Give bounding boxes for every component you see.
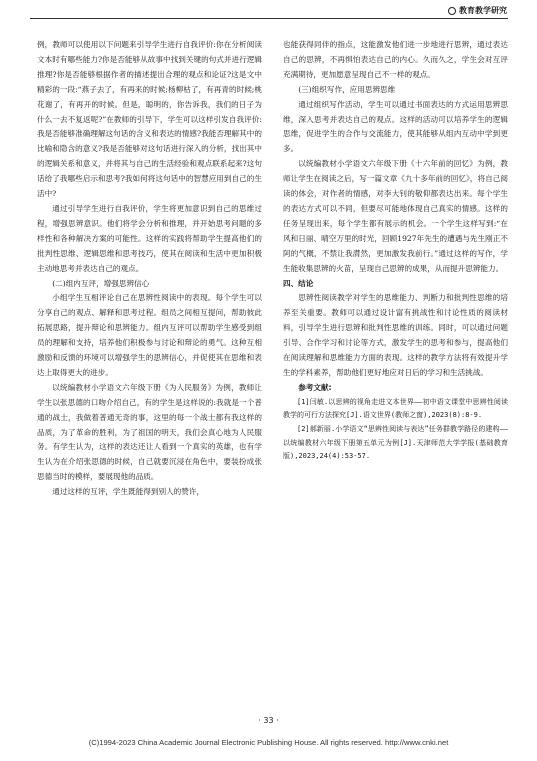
section-heading: (二)组内互评，增强思辨信心 (52, 278, 150, 288)
journal-tag (448, 5, 507, 16)
journal-section-title: 教育教学研究 (459, 6, 507, 15)
references-title: 参考文献: (298, 382, 332, 392)
reference-item: [1]闫敏.以思辨的视角走进文本世界——初中语文课堂中思辨性阅读教学的可行方法探究[J].语文世界(教师之窗),2023(8):8-9. (283, 397, 508, 420)
paragraph: 也能获得同伴的指点，这能激发他们进一步地进行思辨，通过表达自己的思辨，不再惧怕表达自己的内心。久而久之，学生会对互评充满期待，更加愿意呈现自己不一样的观点。 (283, 40, 508, 79)
paragraph: 以统编教材小学语文六年级下册《十六年前的回忆》为例，教师让学生在阅读之后，写一篇文章《九十多年前的回忆》，将自己阅读的体会，对作者的情感，对李大钊的敬仰都表达出来。每个学生的表达方式可以不同，但要尽可能地体现自己真实的情感。这样的任务呈现出来，每个学生都有展示的机会。一个学生这样写到:“在风和日丽、晴空万里的时光，回顾1927年先生的遭遇与先生刚正不阿的气概，不禁让我潸然，更加激发我前行。”通过这样的写作，学生能收集思辨的火苗，呈现自己思辨的成果，从而提升思辨能力。 (283, 159, 508, 273)
left-column (37, 38, 262, 500)
right-column (283, 38, 508, 464)
conclusion-heading: 四、结论 (283, 278, 314, 288)
circle-icon (448, 7, 456, 15)
paragraph: 小组学生互相评论自己在思辨性阅读中的表现。每个学生可以分享自己的观点、解释和思考过程。组员之间相互提问，帮助彼此拓展思路，提升辩论和思辨能力。组内互评可以帮助学生感受到组员的理解和支持，培养他们积极参与讨论和辩论的勇气。这种互相激励和反馈的环境可以增强学生的思辨信心，并促使其在思维和表达上取得更大的进步。 (37, 293, 262, 377)
paragraph: 通过这样的互评，学生既能得到别人的赞许， (52, 487, 205, 497)
header-rule (30, 18, 508, 19)
paragraph: 以统编教材小学语文六年级下册《为人民服务》为例，教师让学生以张思德的口吻介绍自己，有的学生是这样说的:我就是一个普通的战士，我做着普通无奇的事，这里的每一个战士都有我这样的品质，为了革命的胜利，为了祖国的明天，我们会真心地为人民服务。有学生认为，这样的表达还让人看到一个真实的英雄，也有学生认为在介绍张思德的时候，自己就要沉浸在角色中，要装扮成张思德当时的模样，要展现他的品质。 (37, 382, 262, 482)
paragraph: 思辨性阅读教学对学生的思维能力、判断力和批判性思维的培养至关重要。教师可以通过设计富有挑战性和讨论性质的阅读材料，引导学生进行思辨和批判性思维的训练。同时，可以通过问题引导、合作学习和讨论等方式，激发学生的思考和参与，提高他们在阅读理解和思维能力方面的表现。这样的教学方法将有效提升学生的学科素养，帮助他们更好地应对日后的学习和生活挑战。 (283, 293, 508, 377)
reference-item: [2]郝新丽.小学语文“思辨性阅读与表达”任务群教学路径的建构——以统编教材六年级下册第五单元为例[J].天津师范大学学报(基础教育版),2023,24(4):53-57. (283, 424, 508, 461)
section-heading: (三)组织写作，应用思辨思维 (298, 84, 396, 94)
page-number: · 33 · (258, 716, 279, 725)
paragraph: 例，教师可以使用以下问题来引导学生进行自我评价:你在分析阅读文本时有哪些能力?你是否能够从故事中找到关键的句式并进行逻辑推理?你是否能够根据作者的描述提出合理的观点和论证?这是文中精彩的一段:“燕子去了，有再来的时候;杨柳枯了，有再青的时候;桃花谢了，有再开的时候。但是，聪明的，你告诉我，我们的日子为什么一去不复返呢?”在教师的引导下，学生可以这样引发自我评价:我是否能够准确理解这句话的含义和表达的情感?我能否理解其中的比喻和隐含的意义?我是否能够对这句话进行深入的分析，找出其中的逻辑关系和意义，并将其与自己的生活经验和观点联系起来?这句话给了我哪些启示和思考?我如何将这句话中的智慧应用到自己的生活中? (37, 40, 262, 199)
paragraph: 通过引导学生进行自我评价，学生将更加意识到自己的思维过程，增强思辨意识。他们将学会分析和推理，并开始思考问题的多样性和各种解决方案的可能性。这样的实践将帮助学生提高他们的批判性思维、逻辑思维和思考技巧，使其在阅读和生活中更加积极主动地思考并表达自己的观点。 (37, 203, 262, 273)
copyright-footer: (C)1994-2023 China Academic Journal Electronic Publishing House. All rights reserved. http://www.cnki.net (88, 738, 449, 747)
paragraph: 通过组织写作活动，学生可以通过书面表达的方式运用思辨思维，深入思考并表达自己的观点。这样的活动可以培养学生的逻辑思维，促进学生的合作与交流能力，使其能够从组内互动中学到更多。 (283, 99, 508, 154)
